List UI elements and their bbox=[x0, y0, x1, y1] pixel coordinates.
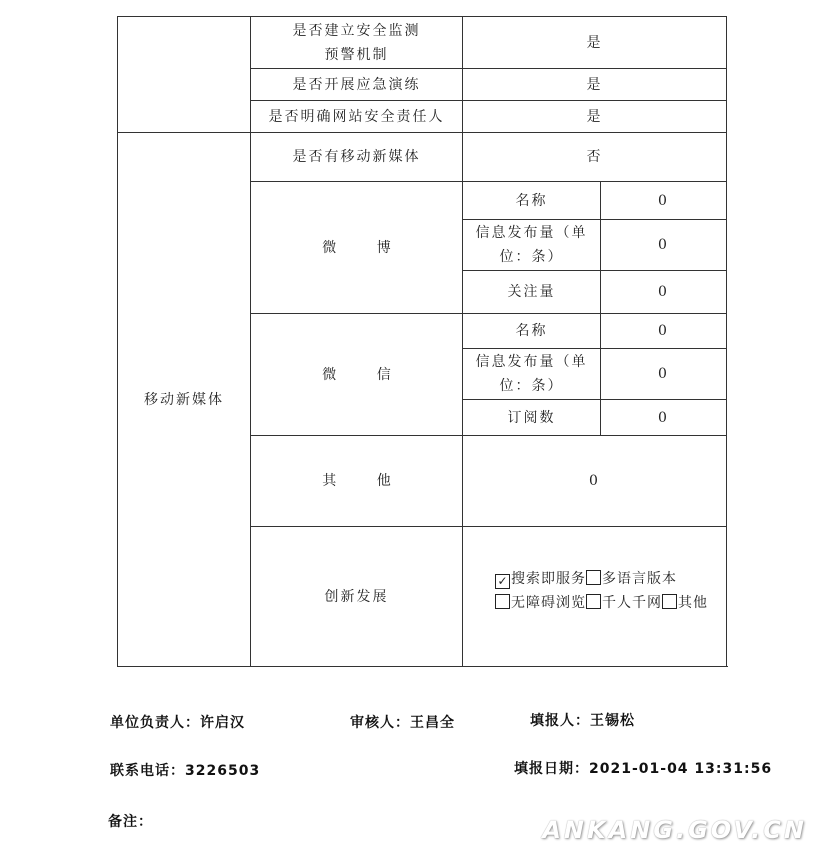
has-mobile-media-label: 是否有移动新媒体 bbox=[251, 133, 463, 182]
wechat-posts-label: 信息发布量（单位：条） bbox=[463, 349, 601, 400]
reviewer: 审核人：王昌全 bbox=[350, 715, 455, 731]
contact-phone: 联系电话：3226503 bbox=[110, 763, 261, 779]
option-multilingual[interactable] bbox=[586, 567, 677, 591]
unit-head: 单位负责人：许启汉 bbox=[110, 715, 245, 731]
security-officer-value: 是 bbox=[463, 101, 727, 133]
weibo-name-label: 名称 bbox=[463, 182, 601, 220]
wechat-name-value: 0 bbox=[601, 314, 727, 349]
checked-checkbox-icon[interactable]: ✓ bbox=[495, 574, 510, 589]
fill-date: 填报日期：2021-01-04 13:31:56 bbox=[514, 761, 773, 777]
innovation-options bbox=[463, 527, 727, 667]
weibo-label: 微 博 bbox=[251, 182, 463, 314]
wechat-posts-value: 0 bbox=[601, 349, 727, 400]
note: 备注： bbox=[108, 814, 153, 830]
security-warning-label: 是否建立安全监测预警机制 bbox=[251, 17, 463, 69]
blank-section-cell bbox=[118, 17, 251, 133]
other-media-label: 其 他 bbox=[251, 436, 463, 527]
checkbox-icon[interactable] bbox=[586, 570, 601, 585]
weibo-followers-label: 关注量 bbox=[463, 271, 601, 314]
other-media-value: 0 bbox=[463, 436, 727, 527]
option-personalized[interactable] bbox=[586, 591, 662, 615]
option-search-as-service[interactable] bbox=[495, 567, 586, 591]
security-warning-value: 是 bbox=[463, 17, 727, 69]
weibo-followers-value: 0 bbox=[601, 271, 727, 314]
has-mobile-media-value: 否 bbox=[463, 133, 727, 182]
wechat-subscribers-value: 0 bbox=[601, 400, 727, 436]
option-accessibility[interactable] bbox=[495, 591, 586, 615]
filler: 填报人：王锡松 bbox=[530, 713, 635, 729]
innovation-label: 创新发展 bbox=[251, 527, 463, 667]
security-officer-label: 是否明确网站安全责任人 bbox=[251, 101, 463, 133]
mobile-media-section-label: 移动新媒体 bbox=[118, 133, 251, 667]
option-label: 其他 bbox=[678, 595, 708, 611]
wechat-subscribers-label: 订阅数 bbox=[463, 400, 601, 436]
wechat-name-label: 名称 bbox=[463, 314, 601, 349]
site-watermark: ANKANG.GOV.CN bbox=[542, 816, 807, 844]
weibo-posts-label: 信息发布量（单位：条） bbox=[463, 220, 601, 271]
option-label: 千人千网 bbox=[602, 595, 662, 611]
report-table bbox=[117, 16, 727, 667]
option-label: 无障碍浏览 bbox=[511, 595, 586, 611]
option-other[interactable] bbox=[662, 591, 708, 615]
emergency-drill-label: 是否开展应急演练 bbox=[251, 69, 463, 101]
weibo-name-value: 0 bbox=[601, 182, 727, 220]
emergency-drill-value: 是 bbox=[463, 69, 727, 101]
weibo-posts-value: 0 bbox=[601, 220, 727, 271]
option-label: 多语言版本 bbox=[602, 571, 677, 587]
checkbox-icon[interactable] bbox=[495, 594, 510, 609]
checkbox-icon[interactable] bbox=[662, 594, 677, 609]
option-label: 搜索即服务 bbox=[511, 571, 586, 587]
wechat-label: 微 信 bbox=[251, 314, 463, 436]
checkbox-icon[interactable] bbox=[586, 594, 601, 609]
